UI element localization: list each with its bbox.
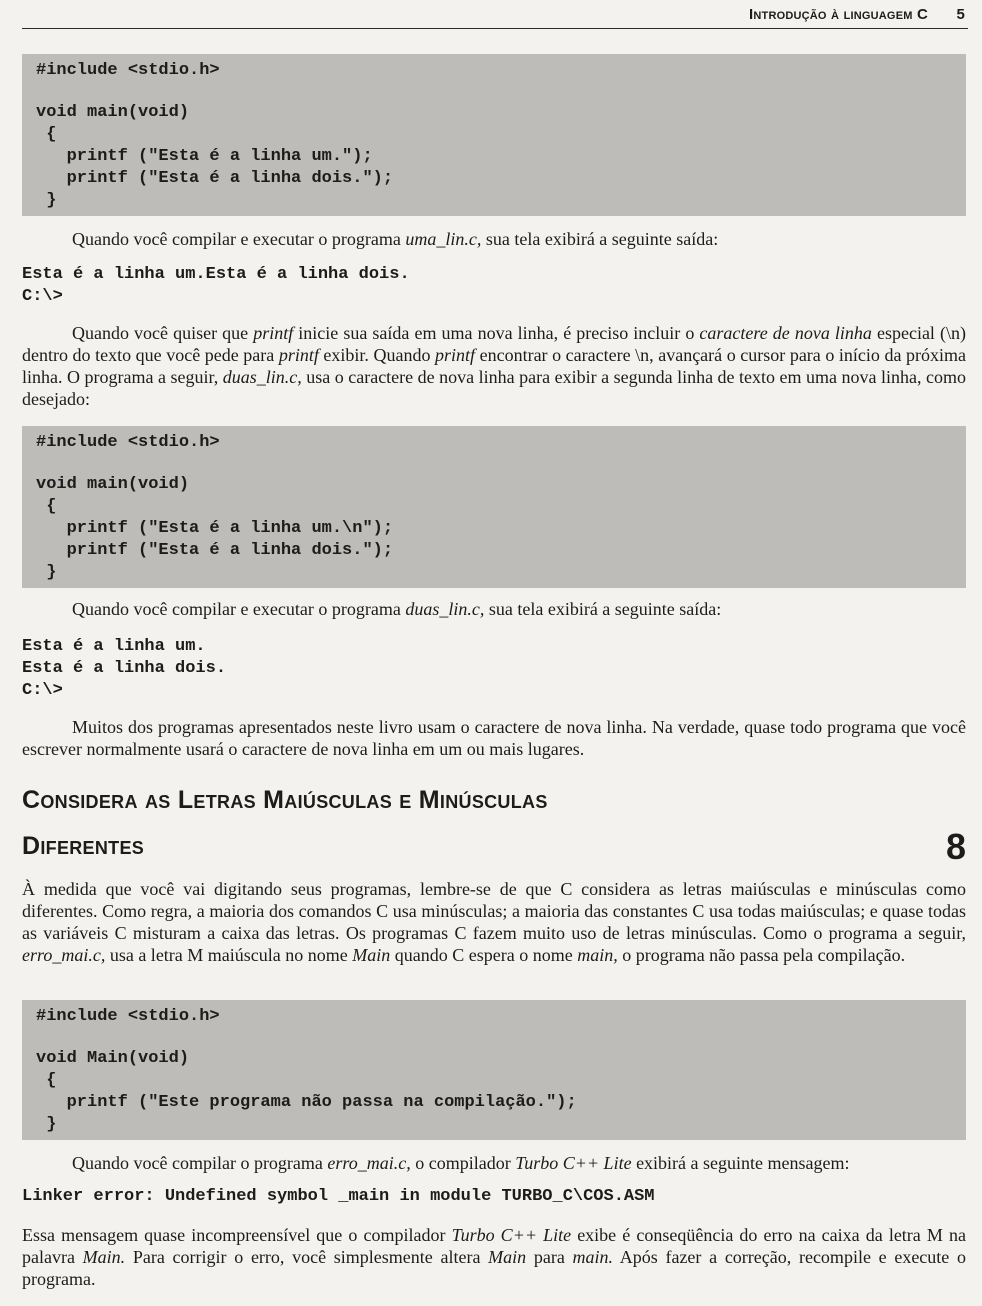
code-line: #include <stdio.h> (36, 61, 220, 80)
paragraph: Quando você compilar e executar o programa uma_lin.c, sua tela exibirá a seguinte saída: (72, 229, 719, 249)
program-output: Esta é a linha dois. (22, 659, 227, 678)
page-number: 5 (956, 6, 965, 23)
code-block-uma-lin (22, 54, 966, 216)
code-line: { (36, 1071, 57, 1090)
code-line: printf ("Esta é a linha dois."); (36, 541, 394, 560)
chapter-title: Introdução à linguagem C (749, 6, 928, 23)
code-line: } (36, 563, 57, 582)
code-line: #include <stdio.h> (36, 433, 220, 452)
paragraph: Muitos dos programas apresentados neste livro usam o caractere de nova linha. Na verdade, quase todo programa que você escrever normalmente usará o caractere de nova linha em um ou mais lugares. (22, 717, 966, 759)
program-output: Esta é a linha um.Esta é a linha dois. (22, 265, 410, 284)
filename: duas_lin.c, (405, 599, 485, 619)
code-line: } (36, 1115, 57, 1134)
paragraph: Quando você compilar e executar o programa duas_lin.c, sua tela exibirá a seguinte saída: (72, 599, 722, 619)
paragraph: Quando você quiser que printf inicie sua saída em uma nova linha, é preciso incluir o caractere de nova linha especial (\n) dentro do texto que você pede para printf exibir. Quando printf encontrar o caractere \n, avançará o cursor para o início da próxima linha. O programa a seguir, duas_lin.c, usa o caractere de nova linha para exibir a segunda linha de texto em uma nova linha, como desejado: (22, 323, 967, 409)
code-line: void main(void) (36, 475, 190, 494)
code-line: void Main(void) (36, 1049, 190, 1068)
paragraph: Essa mensagem quase incompreensível que o compilador Turbo C++ Lite exibe é conseqüência do erro na caixa da letra M na palavra Main. Para corrigir o erro, você simplesmente altera Main para main. Após fazer a correção, recompile e execute o programa. (22, 1225, 966, 1289)
code-line: printf ("Este programa não passa na compilação."); (36, 1093, 577, 1112)
code-line: void main(void) (36, 103, 190, 122)
code-line: printf ("Esta é a linha um.\n"); (36, 519, 394, 538)
paragraph: Quando você compilar o programa erro_mai.c, o compilador Turbo C++ Lite exibirá a seguinte mensagem: (72, 1153, 850, 1173)
code-line: #include <stdio.h> (36, 1007, 220, 1026)
tip-number: 8 (945, 826, 966, 867)
filename: uma_lin.c, (405, 229, 482, 249)
code-line: { (36, 125, 57, 144)
code-line: } (36, 191, 57, 210)
program-output: C:\> (22, 681, 63, 700)
section-heading-line2: Diferentes (22, 832, 145, 860)
program-output: Esta é a linha um. (22, 637, 206, 656)
paragraph: À medida que você vai digitando seus programas, lembre-se de que C considera as letras maiúsculas e minúsculas como diferentes. Como regra, a maioria dos comandos C usa minúsculas; a maioria das constantes C usa todas maiúsculas; e quase todas as variáveis C misturam a caixa das letras. Os programas C fazem muito uso de letras minúsculas. Como o programa a seguir, erro_mai.c, usa a letra M maiúscula no nome Main quando C espera o nome main, o programa não passa pela compilação. (22, 879, 966, 965)
linker-error-output: Linker error: Undefined symbol _main in module TURBO_C\COS.ASM (22, 1187, 655, 1206)
running-header (22, 6, 968, 29)
code-block-erro-mai (22, 1000, 966, 1140)
code-line: { (36, 497, 57, 516)
code-line: printf ("Esta é a linha um."); (36, 147, 373, 166)
code-line: printf ("Esta é a linha dois."); (36, 169, 394, 188)
program-output: C:\> (22, 287, 63, 306)
section-heading: Considera as Letras Maiúsculas e Minúsculas (22, 786, 548, 814)
code-block-duas-lin (22, 426, 966, 588)
